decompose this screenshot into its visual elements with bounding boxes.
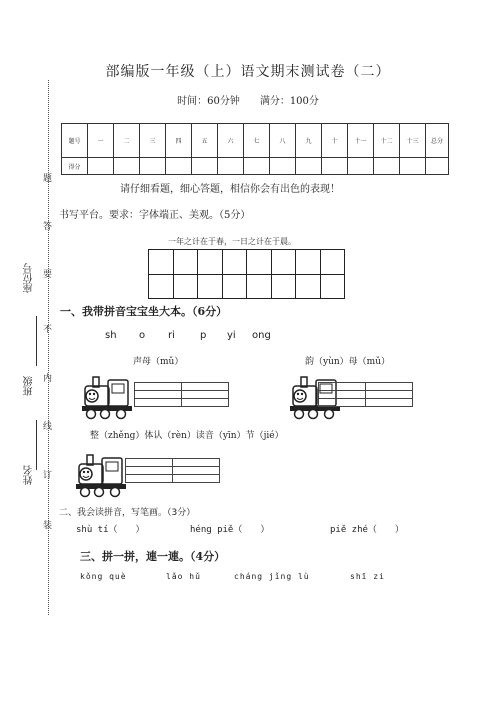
- writing-heading: 书写平台。要求：字体端正、美观。（5分）: [59, 210, 251, 221]
- train1-label: 声母（mǔ）: [133, 357, 184, 367]
- matching-item[interactable]: kǒng què: [80, 572, 127, 581]
- score-header-cell: 十: [322, 124, 348, 158]
- score-header-cell: 十一: [348, 124, 374, 158]
- pinyin-item: p: [200, 330, 207, 341]
- pinyin-item: o: [139, 330, 146, 341]
- score-input-cell[interactable]: [322, 158, 348, 175]
- binding-word: 线: [43, 422, 53, 432]
- section2-heading: 二、我会读拼音，写笔画。（3分）: [59, 508, 196, 518]
- score-header-cell: 五: [192, 124, 218, 158]
- binding-word: 装: [43, 521, 53, 531]
- pinyin-item: sh: [105, 330, 117, 341]
- binding-word: 题: [43, 174, 53, 184]
- score-table: [61, 123, 449, 175]
- binding-word: 订: [43, 471, 53, 481]
- writing-sentence: 一年之计在于春，一日之计在于晨。: [168, 237, 296, 246]
- score-header-cell: 八: [270, 124, 296, 158]
- pinyin-list: [0, 330, 496, 344]
- score-input-cell[interactable]: [296, 158, 322, 175]
- seat-number-label: 座位号: [24, 263, 35, 293]
- score-header-cell: 十二: [374, 124, 400, 158]
- score-input-cell[interactable]: [270, 158, 296, 175]
- class-blank[interactable]: [36, 420, 37, 470]
- matching-item[interactable]: shī zi: [350, 572, 385, 581]
- score-input-cell[interactable]: [400, 158, 426, 175]
- score-header-cell: 一: [88, 124, 114, 158]
- score-header-cell: 题号: [62, 124, 88, 158]
- stroke-item[interactable]: héng piě（ ）: [190, 525, 270, 535]
- section3-heading: 三、拼一拼，連一連。（4分）: [80, 550, 226, 563]
- matching-item[interactable]: cháng jǐng lù: [234, 572, 310, 581]
- pinyin-item: yi: [227, 330, 236, 341]
- score-row-label: 得分: [62, 158, 88, 175]
- train-engine-icon: [78, 374, 136, 420]
- matching-items: [0, 572, 496, 586]
- score-input-cell[interactable]: [348, 158, 374, 175]
- exam-title: 部编版一年级（上）语文期末测试卷（二）: [105, 64, 391, 80]
- exam-subtitle: 时间：60分钟 满分：100分: [177, 96, 319, 107]
- score-header-cell: 四: [166, 124, 192, 158]
- binding-word: 答: [43, 222, 53, 232]
- score-header-cell: 十三: [400, 124, 426, 158]
- score-input-cell[interactable]: [244, 158, 270, 175]
- score-header-cell: 三: [140, 124, 166, 158]
- stroke-items: [0, 522, 496, 536]
- score-input-cell[interactable]: [88, 158, 114, 175]
- score-input-cell[interactable]: [218, 158, 244, 175]
- score-header-cell: 七: [244, 124, 270, 158]
- class-label: 班级: [24, 376, 35, 396]
- stroke-item[interactable]: shù tí（ ）: [76, 525, 145, 535]
- train2-answer-box[interactable]: [318, 382, 413, 407]
- train3-answer-box[interactable]: [125, 458, 220, 483]
- writing-grid[interactable]: [148, 249, 345, 299]
- score-header-cell: 总分: [426, 124, 449, 158]
- section1-heading: 一、我带拼音宝宝坐大本。（6分）: [60, 305, 228, 318]
- matching-item[interactable]: lǎo hǔ: [166, 572, 201, 581]
- stroke-item[interactable]: piě zhé（ ）: [330, 525, 404, 535]
- score-input-cell[interactable]: [114, 158, 140, 175]
- binding-word: 要: [43, 270, 53, 280]
- score-input-cell[interactable]: [166, 158, 192, 175]
- train-engine-icon: [72, 452, 130, 498]
- binding-word: 不: [43, 325, 53, 335]
- score-input-cell[interactable]: [426, 158, 449, 175]
- train1-answer-box[interactable]: [134, 382, 229, 407]
- train2-label: 韵（yùn）母（mǔ）: [305, 357, 391, 367]
- score-input-cell[interactable]: [374, 158, 400, 175]
- score-header-cell: 二: [114, 124, 140, 158]
- pinyin-item: ong: [252, 330, 271, 341]
- score-header-cell: 六: [218, 124, 244, 158]
- binding-word: 内: [43, 374, 53, 384]
- score-header-cell: 九: [296, 124, 322, 158]
- pinyin-item: ri: [168, 330, 175, 341]
- name-label: 姓名: [24, 465, 35, 485]
- score-input-cell[interactable]: [192, 158, 218, 175]
- instruction-text: 请仔细看题，细心答题，相信你会有出色的表现！: [120, 184, 340, 195]
- score-input-cell[interactable]: [140, 158, 166, 175]
- train3-label: 整（zhěng）体认（rèn）读音（yīn）节（jié）: [90, 431, 284, 441]
